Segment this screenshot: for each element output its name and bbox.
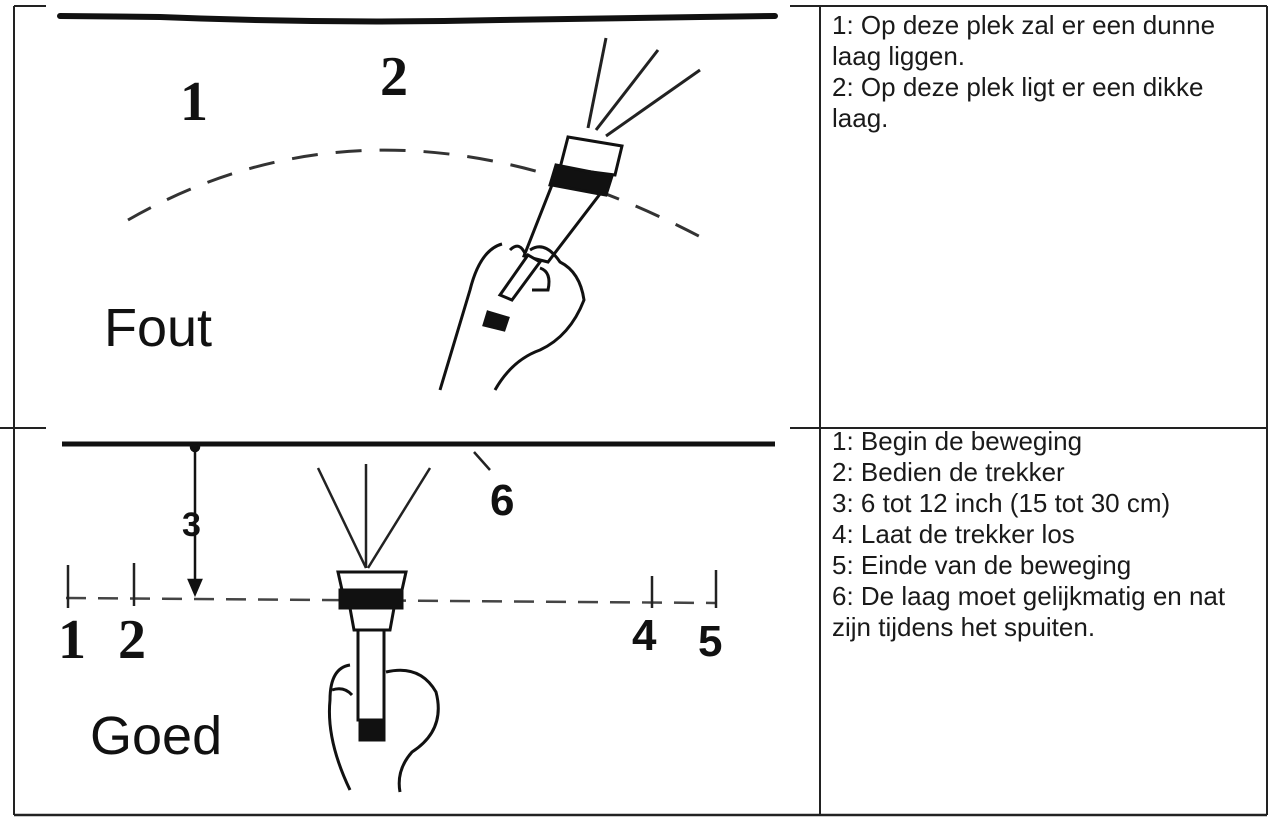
marker-right-4: 4	[632, 611, 657, 660]
note-right-2: 2: Bedien de trekker	[832, 457, 1065, 487]
marker-right-6: 6	[490, 476, 515, 525]
note-right-3: 3: 6 tot 12 inch (15 tot 30 cm)	[832, 488, 1171, 518]
marker-right-3: 3	[182, 506, 201, 544]
note-wrong-1: 1: Op deze plek zal er een dunne laag liggen.	[832, 10, 1216, 71]
marker-wrong-2: 2	[380, 46, 408, 108]
spray-fan-icon	[588, 38, 700, 136]
note-right-6: 6: De laag moet gelijkmatig en nat zijn tijdens het spuiten.	[832, 581, 1226, 642]
marker-right-1: 1	[58, 609, 86, 671]
note-right-5: 5: Einde van de beweging	[832, 550, 1132, 580]
note-wrong-2: 2: Op deze plek ligt er een dikke laag.	[832, 72, 1204, 133]
label-goed: Goed	[90, 706, 223, 766]
marker-wrong-1: 1	[180, 71, 208, 133]
note-right-4: 4: Laat de trekker los	[832, 519, 1075, 549]
spray-fan-icon	[318, 464, 430, 568]
pointer-6	[474, 452, 490, 470]
hand-icon	[440, 244, 584, 390]
label-fout: Fout	[104, 298, 213, 358]
arc-spray-path	[128, 150, 710, 242]
notes-right	[832, 426, 1257, 643]
spray-gun-icon	[484, 137, 622, 330]
spray-gun-icon	[338, 572, 406, 740]
marker-right-2: 2	[118, 609, 146, 671]
surface-line-wrong	[60, 16, 775, 21]
notes-wrong	[832, 10, 1257, 134]
note-right-1: 1: Begin de beweging	[832, 426, 1083, 456]
marker-right-5: 5	[698, 617, 723, 666]
